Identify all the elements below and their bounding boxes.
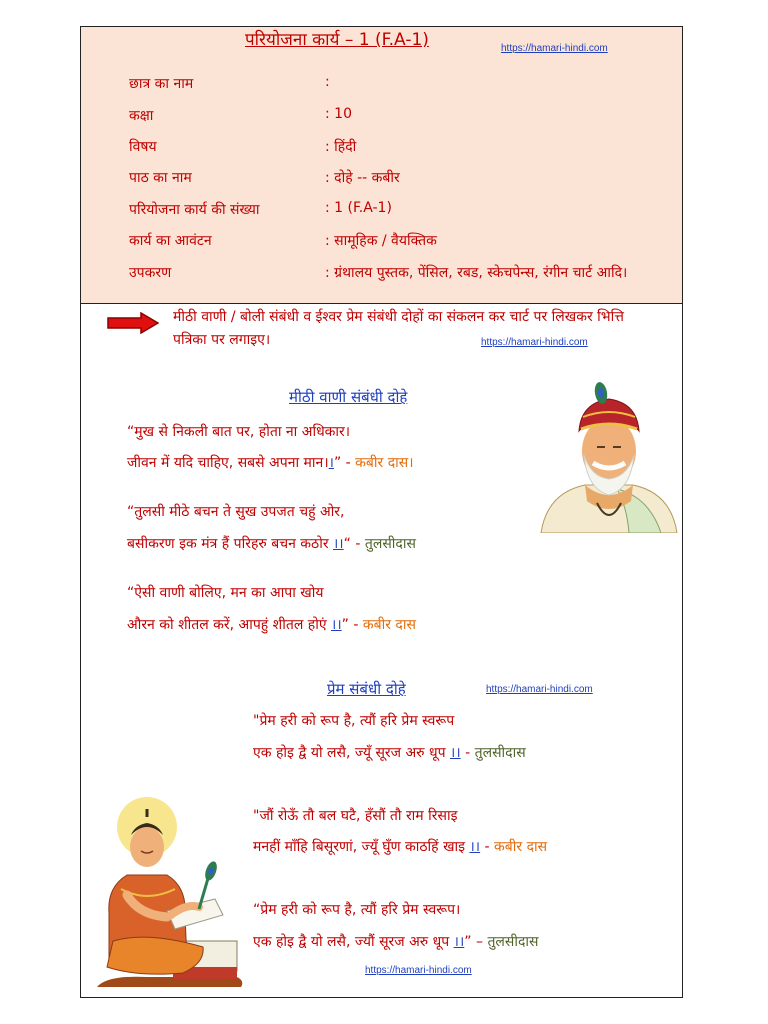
instruction-text: मीठी वाणी / बोली संबंधी व ईश्वर प्रेम संबंधी दोहों का संकलन कर चार्ट पर लिखकर भित्ति पत्रिका पर लगाइए। bbox=[173, 309, 624, 348]
field-value-tools: : ग्रंथालय पुस्तक, पेंसिल, रबड, स्केचपेन्स, रंगीन चार्ट आदि। bbox=[325, 265, 628, 281]
prem-doha-1-line-2: एक होइ द्वै यो लसै, ज्यूँ सूरज अरु धूप ।। - तुलसीदास bbox=[253, 745, 526, 761]
field-value-student-name: : bbox=[325, 74, 330, 90]
field-label-allocation: कार्य का आवंटन bbox=[129, 233, 212, 249]
doha-2-author: तुलसीदास bbox=[364, 536, 416, 552]
prem-doha-3-author: तुलसीदास bbox=[487, 934, 539, 950]
prem-doha-1-line-1: "प्रेम हरी को रूप है, त्यौं हरि प्रेम स्वरूप bbox=[253, 713, 455, 729]
doha-2-pipe: ।। bbox=[333, 536, 344, 552]
prem-doha-3-pipe: ।। bbox=[453, 934, 465, 950]
right-arrow-icon bbox=[107, 312, 159, 334]
prem-doha-2-author: कबीर दास bbox=[494, 839, 548, 855]
doha-3-line-1: “ऐसी वाणी बोलिए, मन का आपा खोय bbox=[127, 585, 324, 601]
doha-3-pipe: ।। bbox=[331, 617, 342, 633]
prem-doha-2-pipe: ।। bbox=[469, 839, 481, 855]
doha-1-author: कबीर दास bbox=[355, 455, 409, 471]
prem-doha-1-author: तुलसीदास bbox=[474, 745, 526, 761]
doha-2-line-1: “तुलसी मीठे बचन ते सुख उपजत चहुं ओर, bbox=[127, 504, 345, 520]
instruction-link[interactable]: https://hamari-hindi.com bbox=[481, 337, 588, 348]
field-label-class: कक्षा bbox=[129, 108, 154, 124]
field-label-subject: विषय bbox=[129, 139, 157, 155]
section2-heading: प्रेम संबंधी दोहे bbox=[327, 680, 406, 698]
field-value-project-number: : 1 (F.A-1) bbox=[325, 200, 392, 216]
field-label-lesson: पाठ का नाम bbox=[129, 170, 192, 186]
prem-doha-2-line-1: "जौं रोऊँ तौ बल घटै, हँसौं तौ राम रिसाइ bbox=[253, 808, 458, 824]
field-label-project-number: परियोजना कार्य की संख्या bbox=[129, 202, 260, 218]
prem-doha-2-line-2: मनहीं माँहि बिसूरणां, ज्यूँ घुँण काठहिं खाइ ।। - कबीर दास bbox=[253, 839, 548, 855]
field-label-tools: उपकरण bbox=[129, 265, 172, 281]
section1-heading: मीठी वाणी संबंधी दोहे bbox=[289, 388, 408, 406]
prem-doha-3-line-2: एक होइ द्वै यो लसै, ज्यौं सूरज अरु धूप ।।” – तुलसीदास bbox=[253, 934, 539, 950]
header-link[interactable]: https://hamari-hindi.com bbox=[501, 43, 608, 54]
field-value-allocation: : सामूहिक / वैयक्तिक bbox=[325, 233, 437, 249]
field-label-student-name: छात्र का नाम bbox=[129, 76, 194, 92]
footer-link[interactable]: https://hamari-hindi.com bbox=[365, 965, 472, 976]
field-value-subject: : हिंदी bbox=[325, 139, 357, 155]
prem-doha-3-line-1: “प्रेम हरी को रूप है, त्यौं हरि प्रेम स्वरूप। bbox=[253, 902, 461, 918]
tulsidas-writing bbox=[87, 791, 247, 991]
kabir-portrait bbox=[537, 381, 679, 533]
prem-doha-1-pipe: ।। bbox=[450, 745, 461, 761]
doha-2-line-2: बसीकरण इक मंत्र हैं परिहरु बचन कठोर ।।“ - तुलसीदास bbox=[127, 536, 416, 552]
field-value-class: : 10 bbox=[325, 106, 352, 122]
doha-3-line-2: औरन को शीतल करें, आपहुं शीतल होएं ।।” - कबीर दास bbox=[127, 617, 416, 633]
project-title: परियोजना कार्य – 1 (F.A-1) bbox=[245, 30, 429, 50]
doha-1-line-1: “मुख से निकली बात पर, होता ना अधिकार। bbox=[127, 424, 351, 440]
doha-1-pipe: । bbox=[328, 455, 334, 471]
doha-1-line-2: जीवन में यदि चाहिए, सबसे अपना मान।।” - कबीर दास। bbox=[127, 455, 414, 471]
page-frame bbox=[80, 26, 683, 998]
doha-3-author: कबीर दास bbox=[362, 617, 416, 633]
field-value-lesson: : दोहे -- कबीर bbox=[325, 170, 400, 186]
project-header bbox=[81, 27, 682, 304]
section2-link[interactable]: https://hamari-hindi.com bbox=[486, 684, 593, 695]
